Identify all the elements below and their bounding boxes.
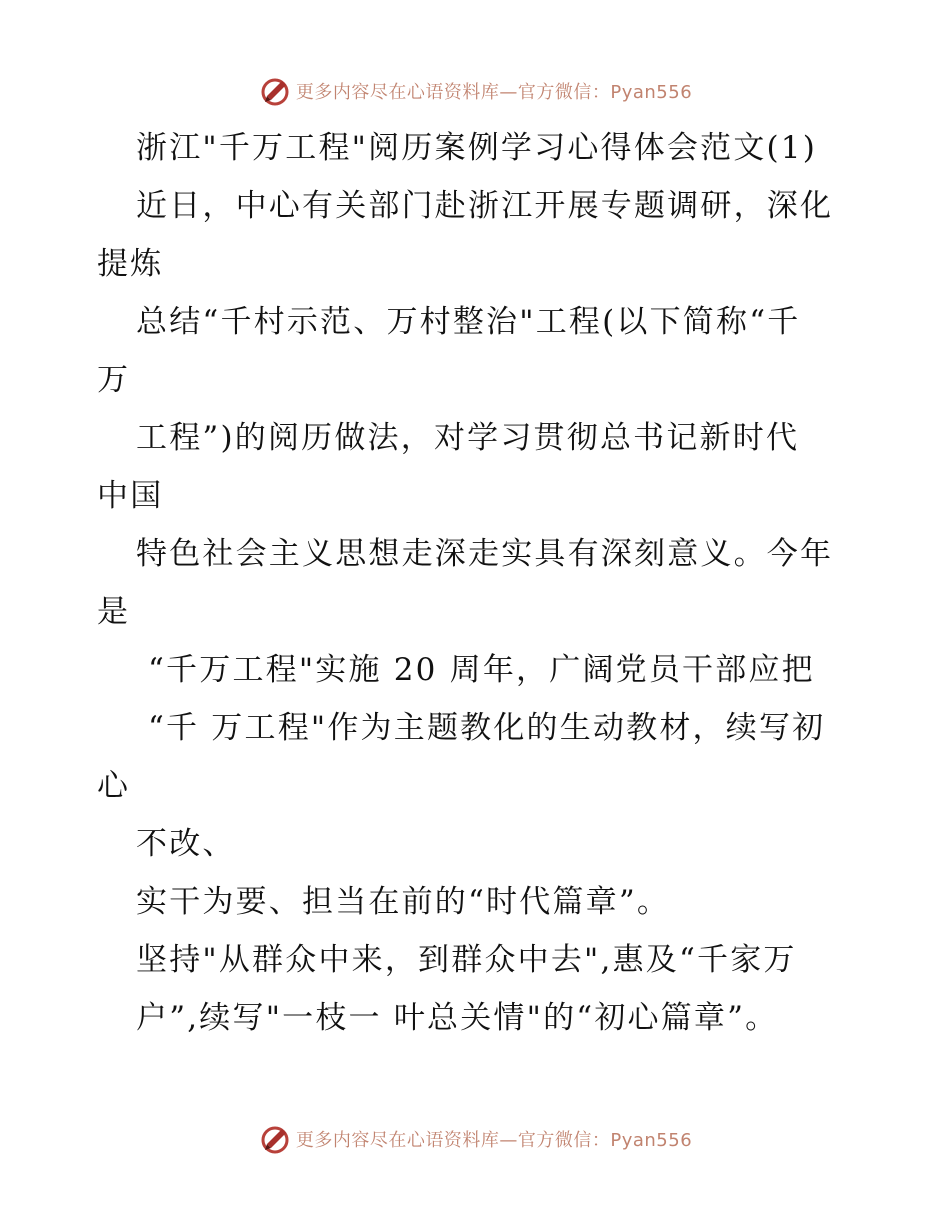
header-banner	[0, 71, 950, 111]
footer-banner	[0, 1119, 950, 1159]
document-title: 浙江"千万工程"阅历案例学习心得体会范文(1)	[136, 130, 818, 166]
paragraph-line: 近日，中心有关部门赴浙江开展专题调研，深化	[136, 188, 834, 224]
paragraph-line: 万	[97, 362, 131, 398]
paragraph-line: 是	[97, 594, 131, 630]
paragraph-line: 实干为要、担当在前的“时代篇章”。	[136, 884, 671, 920]
footer-banner-text: 更多内容尽在心语资料库—官方微信：Pyan556	[295, 1130, 693, 1151]
paragraph-line: 不改、	[136, 826, 236, 862]
paragraph-line: 提炼	[97, 246, 164, 282]
paragraph-line: “千 万工程"作为主题教化的生动教材，续写初	[148, 710, 826, 746]
paragraph-line: 户”,续写"一枝一 叶总关情"的“初心篇章”。	[136, 1000, 779, 1036]
paragraph-line: 特色社会主义思想走深走实具有深刻意义。今年	[136, 536, 834, 572]
paragraph-line: 工程”)的阅历做法，对学习贯彻总书记新时代	[136, 420, 800, 456]
paragraph-line: 心	[97, 768, 131, 804]
header-banner-text: 更多内容尽在心语资料库—官方微信：Pyan556	[295, 82, 693, 103]
paragraph-line: 中国	[97, 478, 164, 514]
paragraph-line: 总结“千村示范、万村整治"工程(以下简称“千	[136, 304, 801, 340]
paragraph-line: “千万工程"实施 20 周年，广阔党员干部应把	[148, 652, 815, 688]
paragraph-line: 坚持"从群众中来，到群众中去",惠及“千家万	[136, 942, 797, 978]
pen-logo-icon	[258, 1122, 292, 1156]
pen-logo-icon	[258, 74, 292, 108]
